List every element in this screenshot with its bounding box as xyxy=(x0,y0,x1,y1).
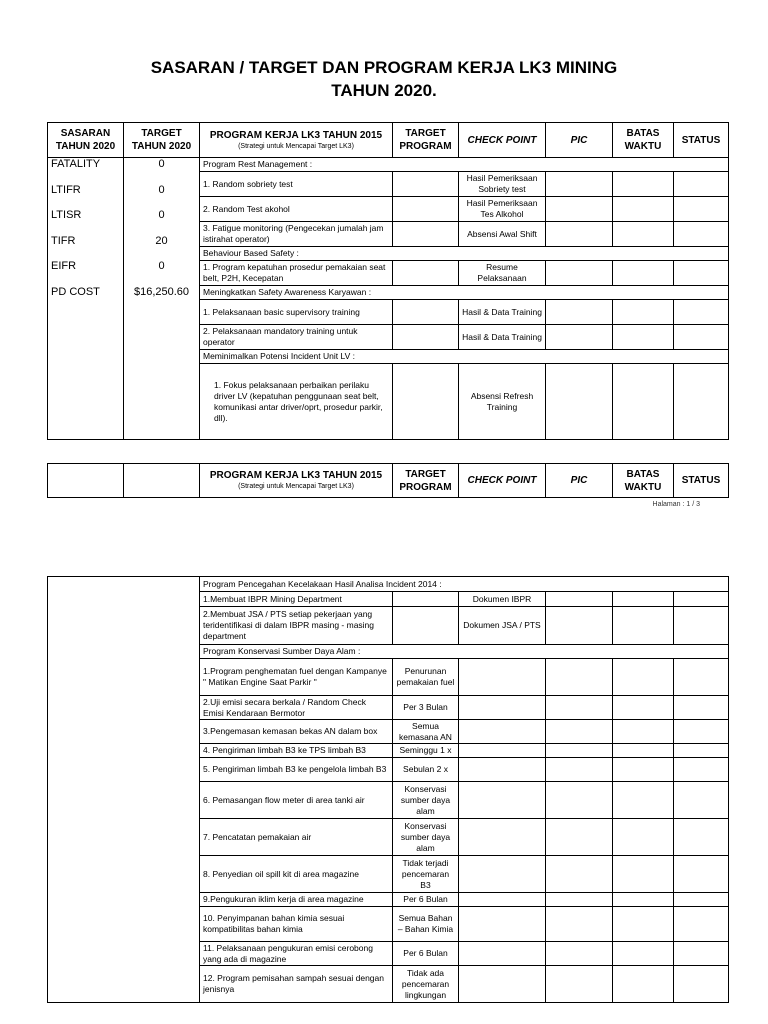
section-row xyxy=(48,158,729,172)
pic-cell xyxy=(546,659,613,696)
target-program-cell xyxy=(393,364,459,440)
program-item: 9.Pengukuran iklim kerja di area magazine xyxy=(200,893,393,907)
batas-waktu-cell xyxy=(613,819,674,856)
target-program-cell xyxy=(393,197,459,222)
status-cell xyxy=(674,856,729,893)
program-item: 1.Program penghematan fuel dengan Kampanye " Matikan Engine Saat Parkir " xyxy=(200,659,393,696)
sasaran-list xyxy=(48,158,124,440)
section-row xyxy=(48,577,729,592)
batas-waktu-cell xyxy=(613,907,674,942)
batas-waktu-cell xyxy=(613,659,674,696)
check-point-cell: Hasil & Data Training xyxy=(459,325,546,350)
pic-cell xyxy=(546,782,613,819)
pic-cell xyxy=(546,197,613,222)
pic-cell xyxy=(546,261,613,286)
status-cell xyxy=(674,364,729,440)
batas-waktu-cell xyxy=(613,592,674,607)
check-point-cell xyxy=(459,744,546,758)
program-item: 3.Pengemasan kemasan bekas AN dalam box xyxy=(200,720,393,744)
pic-cell xyxy=(546,720,613,744)
target-program-cell: Semua Bahan – Bahan Kimia xyxy=(393,907,459,942)
page-number: Halaman : 1 / 3 xyxy=(652,501,700,508)
check-point-cell xyxy=(459,696,546,720)
status-cell xyxy=(674,720,729,744)
pic-cell xyxy=(546,966,613,1003)
status-cell xyxy=(674,758,729,782)
empty-left-cell xyxy=(48,577,200,1003)
target-program-cell xyxy=(393,607,459,645)
status-cell xyxy=(674,696,729,720)
header-empty xyxy=(124,464,200,498)
target-program-cell: Tidak terjadi pencemaran B3 xyxy=(393,856,459,893)
pic-cell xyxy=(546,907,613,942)
program-item: 2. Pelaksanaan mandatory training untuk operator xyxy=(200,325,393,350)
check-point-cell: Absensi Awal Shift xyxy=(459,222,546,247)
header-batas-waktu: BATAS WAKTU xyxy=(613,464,674,498)
pic-cell xyxy=(546,942,613,966)
batas-waktu-cell xyxy=(613,172,674,197)
check-point-cell: Resume Pelaksanaan xyxy=(459,261,546,286)
check-point-cell: Dokumen IBPR xyxy=(459,592,546,607)
batas-waktu-cell xyxy=(613,856,674,893)
pic-cell xyxy=(546,893,613,907)
batas-waktu-cell xyxy=(613,364,674,440)
target-program-cell: Per 6 Bulan xyxy=(393,942,459,966)
batas-waktu-cell xyxy=(613,893,674,907)
sasaran-item: EIFR xyxy=(51,260,77,272)
program-item: 6. Pemasangan flow meter di area tanki air xyxy=(200,782,393,819)
section-title: Program Konservasi Sumber Daya Alam : xyxy=(200,645,729,659)
target-program-cell: Tidak ada pencemaran lingkungan xyxy=(393,966,459,1003)
section-title: Behaviour Based Safety : xyxy=(200,247,729,261)
header-sasaran: SASARAN TAHUN 2020 xyxy=(48,123,124,158)
program-item: 7. Pencatatan pemakaian air xyxy=(200,819,393,856)
pic-cell xyxy=(546,744,613,758)
target-program-cell xyxy=(393,300,459,325)
program-table-3 xyxy=(47,576,729,1003)
check-point-cell: Hasil & Data Training xyxy=(459,300,546,325)
sasaran-item: LTIFR xyxy=(51,183,81,196)
status-cell xyxy=(674,907,729,942)
header-check-point: CHECK POINT xyxy=(459,464,546,498)
program-item: 8. Penyedian oil spill kit di area magazine xyxy=(200,856,393,893)
target-value: 20 xyxy=(155,234,168,247)
check-point-cell xyxy=(459,659,546,696)
batas-waktu-cell xyxy=(613,744,674,758)
check-point-cell xyxy=(459,893,546,907)
header-program: PROGRAM KERJA LK3 TAHUN 2015 (Strategi untuk Mencapai Target LK3) xyxy=(200,123,393,158)
status-cell xyxy=(674,300,729,325)
target-program-cell xyxy=(393,222,459,247)
status-cell xyxy=(674,893,729,907)
pic-cell xyxy=(546,364,613,440)
header-status: STATUS xyxy=(674,123,729,158)
status-cell xyxy=(674,222,729,247)
header-check-point: CHECK POINT xyxy=(459,123,546,158)
page-title: SASARAN / TARGET DAN PROGRAM KERJA LK3 MINING xyxy=(150,58,618,77)
pic-cell xyxy=(546,607,613,645)
target-program-cell: Semua kemasana AN xyxy=(393,720,459,744)
program-item: 2. Random Test akohol xyxy=(200,197,393,222)
status-cell xyxy=(674,819,729,856)
target-value: 0 xyxy=(158,158,165,170)
check-point-cell xyxy=(459,966,546,1003)
status-cell xyxy=(674,659,729,696)
status-cell xyxy=(674,172,729,197)
program-item: 2.Membuat JSA / PTS setiap pekerjaan yang teridentifikasi di dalam IBPR masing - masing department xyxy=(200,607,393,645)
target-program-cell xyxy=(393,261,459,286)
header-target-program: TARGET PROGRAM xyxy=(393,123,459,158)
batas-waktu-cell xyxy=(613,782,674,819)
check-point-cell: Hasil Pemeriksaan Tes Alkohol xyxy=(459,197,546,222)
target-value: 0 xyxy=(158,209,165,221)
batas-waktu-cell xyxy=(613,696,674,720)
header-pic: PIC xyxy=(546,123,613,158)
program-item: 1. Program kepatuhan prosedur pemakaian seat belt, P2H, Kecepatan xyxy=(200,261,393,286)
pic-cell xyxy=(546,325,613,350)
batas-waktu-cell xyxy=(613,942,674,966)
program-item: 1. Random sobriety test xyxy=(200,172,393,197)
program-item: 5. Pengiriman limbah B3 ke pengelola limbah B3 xyxy=(200,758,393,782)
batas-waktu-cell xyxy=(613,720,674,744)
header-batas-waktu: BATAS WAKTU xyxy=(613,123,674,158)
pic-cell xyxy=(546,696,613,720)
program-item: 12. Program pemisahan sampah sesuai dengan jenisnya xyxy=(200,966,393,1003)
pic-cell xyxy=(546,592,613,607)
check-point-cell xyxy=(459,720,546,744)
target-list xyxy=(124,158,200,440)
status-cell xyxy=(674,782,729,819)
program-item: 4. Pengiriman limbah B3 ke TPS limbah B3 xyxy=(200,744,393,758)
check-point-cell xyxy=(459,856,546,893)
pic-cell xyxy=(546,856,613,893)
program-table-1 xyxy=(47,122,729,440)
pic-cell xyxy=(546,222,613,247)
sasaran-item: TIFR xyxy=(51,234,76,247)
header-empty xyxy=(48,464,124,498)
batas-waktu-cell xyxy=(613,197,674,222)
target-program-cell: Seminggu 1 x xyxy=(393,744,459,758)
sasaran-item: LTISR xyxy=(51,209,82,221)
header-target: TARGET TAHUN 2020 xyxy=(124,123,200,158)
status-cell xyxy=(674,966,729,1003)
target-program-cell xyxy=(393,172,459,197)
status-cell xyxy=(674,744,729,758)
check-point-cell: Absensi Refresh Training xyxy=(459,364,546,440)
target-program-cell: Penurunan pemakaian fuel xyxy=(393,659,459,696)
check-point-cell: Hasil Pemeriksaan Sobriety test xyxy=(459,172,546,197)
target-program-cell: Per 3 Bulan xyxy=(393,696,459,720)
sasaran-item: PD COST xyxy=(51,285,100,298)
program-item: 10. Penyimpanan bahan kimia sesuai kompatibilitas bahan kimia xyxy=(200,907,393,942)
status-cell xyxy=(674,325,729,350)
batas-waktu-cell xyxy=(613,222,674,247)
check-point-cell xyxy=(459,942,546,966)
section-title: Meminimalkan Potensi Incident Unit LV : xyxy=(200,350,729,364)
header-program: PROGRAM KERJA LK3 TAHUN 2015 (Strategi untuk Mencapai Target LK3) xyxy=(200,464,393,498)
program-table-2-header xyxy=(47,463,729,498)
sasaran-item: FATALITY xyxy=(51,158,101,170)
batas-waktu-cell xyxy=(613,966,674,1003)
header-target-program: TARGET PROGRAM xyxy=(393,464,459,498)
batas-waktu-cell xyxy=(613,758,674,782)
check-point-cell xyxy=(459,758,546,782)
check-point-cell xyxy=(459,819,546,856)
target-value: $16,250.60 xyxy=(133,285,190,298)
program-item: 3. Fatigue monitoring (Pengecekan jumalah jam istirahat operator) xyxy=(200,222,393,247)
pic-cell xyxy=(546,819,613,856)
section-title: Program Rest Management : xyxy=(200,158,729,172)
target-value: 0 xyxy=(158,260,165,272)
target-program-cell xyxy=(393,325,459,350)
pic-cell xyxy=(546,300,613,325)
target-program-cell: Konservasi sumber daya alam xyxy=(393,782,459,819)
section-title: Meningkatkan Safety Awareness Karyawan : xyxy=(200,286,729,300)
batas-waktu-cell xyxy=(613,300,674,325)
target-program-cell: Sebulan 2 x xyxy=(393,758,459,782)
check-point-cell xyxy=(459,782,546,819)
target-program-cell: Konservasi sumber daya alam xyxy=(393,819,459,856)
pic-cell xyxy=(546,758,613,782)
target-program-cell xyxy=(393,592,459,607)
check-point-cell xyxy=(459,907,546,942)
status-cell xyxy=(674,261,729,286)
status-cell xyxy=(674,607,729,645)
check-point-cell: Dokumen JSA / PTS xyxy=(459,607,546,645)
batas-waktu-cell xyxy=(613,325,674,350)
target-program-cell: Per 6 Bulan xyxy=(393,893,459,907)
target-value: 0 xyxy=(158,183,165,196)
page-title-year: TAHUN 2020. xyxy=(331,81,437,100)
section-title: Program Pencegahan Kecelakaan Hasil Analisa Incident 2014 : xyxy=(200,577,729,592)
program-item: 1.Membuat IBPR Mining Department xyxy=(200,592,393,607)
program-item: 1. Fokus pelaksanaan perbaikan perilaku driver LV (kepatuhan penggunaan seat belt, komunikasi antar driver/oprt, prosedur parkir, dll). xyxy=(200,364,393,440)
program-item: 11. Pelaksanaan pengukuran emisi cerobong yang ada di magazine xyxy=(200,942,393,966)
program-item: 2.Uji emisi secara berkala / Random Check Emisi Kendaraan Bermotor xyxy=(200,696,393,720)
program-item: 1. Pelaksanaan basic supervisory training xyxy=(200,300,393,325)
pic-cell xyxy=(546,172,613,197)
batas-waktu-cell xyxy=(613,607,674,645)
status-cell xyxy=(674,592,729,607)
header-pic: PIC xyxy=(546,464,613,498)
header-status: STATUS xyxy=(674,464,729,498)
batas-waktu-cell xyxy=(613,261,674,286)
status-cell xyxy=(674,942,729,966)
status-cell xyxy=(674,197,729,222)
